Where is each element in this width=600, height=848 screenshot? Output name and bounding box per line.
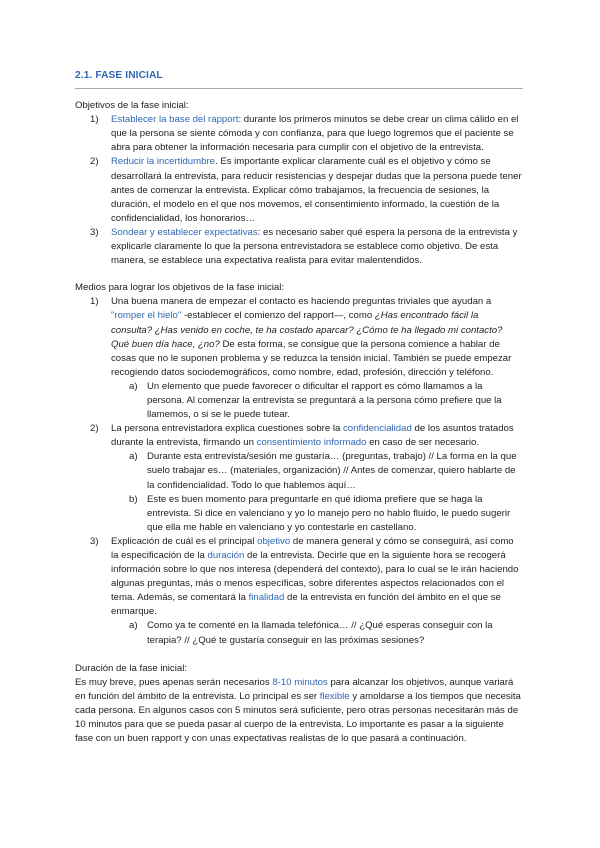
objetivos-list xyxy=(75,113,522,268)
medio-text: en caso de ser necesario. xyxy=(366,437,479,449)
medio-item xyxy=(75,535,522,648)
sub-letter: a) xyxy=(129,620,138,632)
list-number: 2) xyxy=(90,423,99,435)
objetivo-item xyxy=(75,113,522,155)
medio-keyword: finalidad xyxy=(248,592,285,604)
medio-text: de la entrevista en función del ámbito en el que se enmarque. xyxy=(111,592,501,618)
objetivo-item xyxy=(75,155,522,225)
medio-text: Una buena manera de empezar el contacto es haciendo preguntas triviales que ayudan a xyxy=(111,296,492,308)
objetivo-text: . Es importante explicar claramente cuál es el objetivo y cómo se desarrollará la entrevista, para reducir resistencias y despejar dudas que la persona puede tener antes de comenzar la entrevista. Explicar cómo trabajamos, la frecuencia de sesiones, la duración, el modelo en el que nos movemos, el consentimiento informado, la cuestión de la confidencialidad, los honorarios… xyxy=(111,156,522,224)
duracion-paragraph xyxy=(75,676,522,746)
medio-text: -establecer el comienzo del rapport—, como xyxy=(181,310,375,322)
medio-text: de la entrevista. Decirle que en la siguiente hora se recogerá información sobre lo que nos interesa (dependerá del contexto), para lo cual se le irán haciendo algunas preguntas, más o menos específicas, sobre diferentes aspectos relacionados con el tema. Además, se comentará la xyxy=(111,550,519,604)
medio-text: De esta forma, se consigue que la persona comience a hablar de cosas que no le suponen problema y se reduzca la tensión inicial. También se puede empezar recogiendo datos sociodemográficos, como nombre, edad, profesión, dirección y teléfono. xyxy=(111,338,512,378)
objetivo-keyword: Establecer la base del rapport xyxy=(111,114,239,126)
spacer xyxy=(75,648,522,662)
sub-letter: a) xyxy=(129,380,138,392)
medio-example-questions: ¿Has encontrado fácil la consulta? ¿Has venido en coche, te ha costado aparcar? ¿Cómo te ha llegado mi contacto? Qué buen día hace, ¿no? xyxy=(111,310,503,350)
sub-letter: a) xyxy=(129,451,138,463)
medio-text: Explicación de cuál es el principal xyxy=(111,535,258,547)
sub-item xyxy=(111,380,522,422)
sub-list xyxy=(111,380,522,422)
sub-text: Este es buen momento para preguntarle en qué idioma prefiere que se haga la entrevista. Si dice en valenciano y yo lo manejo pero no hablo fluido, le puedo sugerir que ella me hable en valenciano y yo contestarle en castellano. xyxy=(147,493,511,533)
medio-keyword: duración xyxy=(207,550,245,561)
duracion-text: Es muy breve, pues apenas serán necesarios xyxy=(75,676,273,688)
heading-rule xyxy=(75,88,523,89)
list-number: 3) xyxy=(90,535,99,547)
section-heading: 2.1. FASE INICIAL xyxy=(75,70,163,81)
objetivo-keyword: Reducir la incertidumbre xyxy=(111,156,215,168)
sub-item xyxy=(111,450,522,492)
medio-item xyxy=(75,422,522,535)
medios-list xyxy=(75,295,522,647)
objetivo-keyword: Sondear y establecer expectativas xyxy=(111,226,258,238)
list-number: 1) xyxy=(90,114,99,126)
duracion-keyword: flexible xyxy=(319,690,350,702)
duracion-text: para alcanzar los objetivos, aunque variará en función del ámbito de la entrevista. Lo principal es ser xyxy=(75,676,514,702)
objetivo-item xyxy=(75,226,522,268)
objetivos-title: Objetivos de la fase inicial: xyxy=(75,100,189,112)
duracion-title: Duración de la fase inicial: xyxy=(75,662,187,674)
medio-keyword: consentimiento informado xyxy=(256,437,367,449)
list-number: 1) xyxy=(90,296,99,308)
medio-keyword: "romper el hielo" xyxy=(111,310,182,322)
list-number: 2) xyxy=(90,156,99,168)
sub-text: Durante esta entrevista/sesión me gustaría… (preguntas, trabajo) // La forma en la que suelo trabajar es… (materiales, organización) // Antes de comenzar, quiero hablarte de la confidencialidad. Todo lo que hablemos aquí… xyxy=(147,451,517,491)
medio-keyword: confidencialidad xyxy=(343,423,412,435)
objetivo-text: : es necesario saber qué espera la persona de la entrevista y explicarle claramente lo que la persona entrevistadora se establece como objetivo. De esta manera, se establece una expectativa realista para evitar malentendidos. xyxy=(111,226,518,267)
objetivo-text: : durante los primeros minutos se debe crear un clima cálido en el que la persona se siente cómoda y con confianza, para que luego logremos que el paciente se abra para obtener la información necesaria para cumplir con el objetivo de la entrevista. xyxy=(111,114,519,154)
duracion-keyword: 8-10 minutos xyxy=(272,676,328,688)
sub-item xyxy=(111,619,522,647)
list-number: 3) xyxy=(90,226,99,238)
medio-text: de los asuntos tratados durante la entrevista, firmando un xyxy=(111,423,514,449)
medio-text: La persona entrevistadora explica cuestiones sobre la xyxy=(111,423,343,435)
sub-list xyxy=(111,619,522,647)
sub-letter: b) xyxy=(129,493,138,505)
sub-item xyxy=(111,493,522,535)
spacer xyxy=(75,268,522,281)
sub-text: Un elemento que puede favorecer o dificultar el rapport es cómo llamamos a la persona. Al comenzar la entrevista se preguntará a la persona cómo prefiere que la llamemos, o si se le puede tutear. xyxy=(147,380,502,421)
sub-list xyxy=(111,450,522,535)
duracion-text: y amoldarse a los tiempos que necesita cada persona. En algunos casos con 5 minutos será suficiente, pero otras personas necesitarán más de 10 minutos para que se pueda pasar al cuerpo de la entrevista. Lo importante es pasar a la siguiente fase con un buen rapport y con unas expectativas realistas de lo que pasará a continuación. xyxy=(75,690,521,745)
medio-keyword: objetivo xyxy=(257,535,291,547)
sub-text: Como ya te comenté en la llamada telefónica… // ¿Qué esperas conseguir con la terapia? // ¿Qué te gustaría conseguir en las próximas sesiones? xyxy=(147,620,493,646)
medio-item xyxy=(75,295,522,422)
medios-title: Medios para lograr los objetivos de la fase inicial: xyxy=(75,282,285,294)
medio-text: de manera general y cómo se conseguirá, así como la especificación de la xyxy=(111,535,514,561)
